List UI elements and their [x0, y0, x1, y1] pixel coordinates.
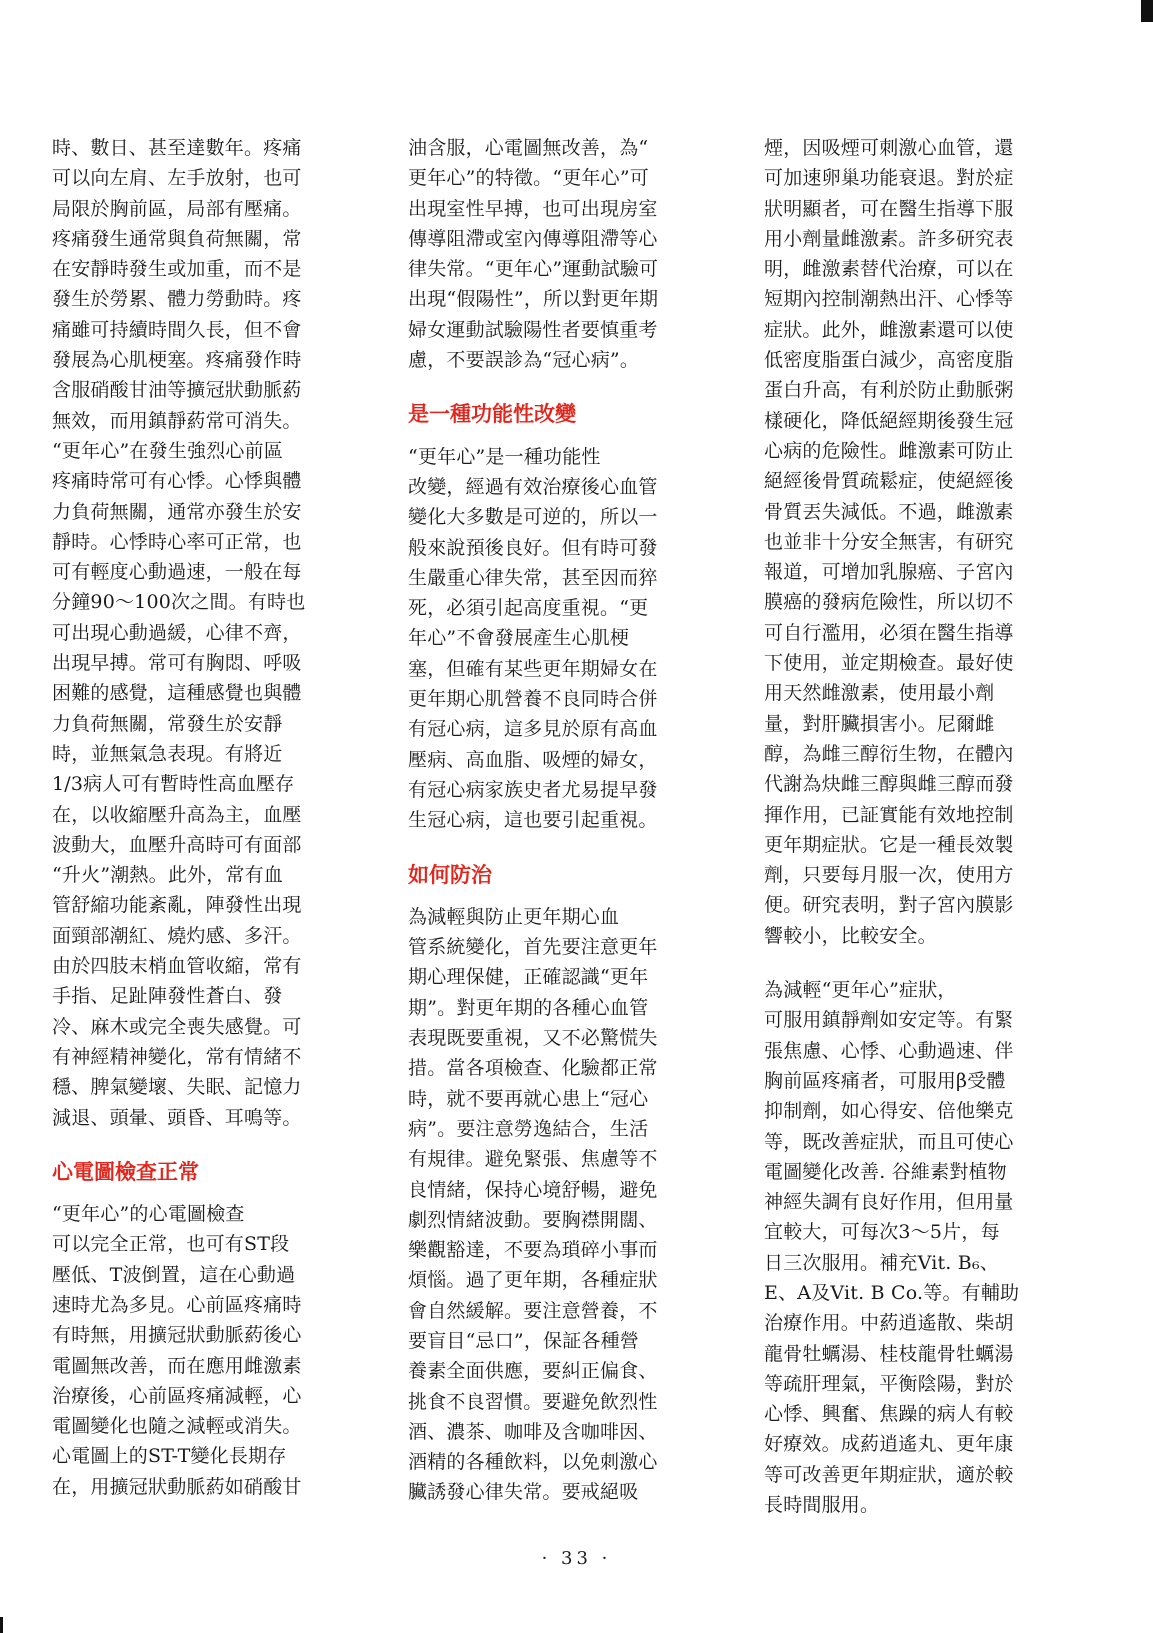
column-1-section-text — [52, 1199, 322, 1502]
text-line: 會自然緩解。要注意營養，不 — [408, 1299, 658, 1322]
text-line: 年心”不會發展產生心肌梗 — [408, 627, 630, 650]
text-line: 疼痛發生通常與負荷無關，常 — [52, 227, 302, 250]
text-line: 狀明顯者，可在醫生指導下服 — [764, 197, 1014, 220]
text-line: 減退、頭暈、頭昏、耳鳴等。 — [52, 1106, 302, 1129]
text-line: 心悸、興奮、焦躁的病人有較 — [764, 1403, 1014, 1426]
text-line: E、A及Vit. B Co.等。有輔助 — [764, 1281, 1020, 1304]
text-line: 管舒縮功能紊亂，陣發性出現 — [52, 894, 302, 917]
text-line: 生嚴重心律失常，甚至因而猝 — [408, 566, 658, 589]
text-line: 靜時。心悸時心率可正常，也 — [52, 530, 302, 553]
text-line: 為減輕與防止更年期心血 — [408, 905, 620, 928]
column-3-treatment-text — [764, 975, 1044, 1520]
text-line: 般來說預後良好。但有時可發 — [408, 536, 658, 559]
scan-corner-mark-bottom — [0, 1617, 3, 1633]
text-line: 電圖無改善，而在應用雌激素 — [52, 1354, 302, 1377]
text-line: 代謝為炔雌三醇與雌三醇而發 — [764, 773, 1014, 796]
column-2-prevention-text — [408, 902, 678, 1508]
text-line: 1/3病人可有暫時性高血壓存 — [52, 773, 295, 796]
column-1 — [52, 133, 322, 1502]
text-line: 婦女運動試驗陽性者要慎重考 — [408, 318, 658, 341]
text-line: 煙，因吸煙可刺激心血管，還 — [764, 137, 1014, 159]
text-line: 心電圖上的ST-T變化長期存 — [52, 1445, 287, 1468]
text-line: “更年心”是一種功能性 — [408, 445, 601, 468]
text-line: 低密度脂蛋白減少，高密度脂 — [764, 349, 1014, 372]
text-line: 膜癌的發病危險性，所以切不 — [764, 591, 1014, 614]
text-line: 壓病、高血脂、吸煙的婦女， — [408, 748, 658, 771]
text-line: 揮作用，已証實能有效地控制 — [764, 803, 1014, 826]
text-line: 用天然雌激素，使用最小劑 — [764, 682, 995, 705]
text-line: 良情緒，保持心境舒暢，避免 — [408, 1178, 658, 1201]
text-line: 出現“假陽性”，所以對更年期 — [408, 288, 659, 311]
section-heading-functional-change: 是一種功能性改變 — [408, 402, 576, 427]
text-line: 短期內控制潮熱出汗、心悸等 — [764, 288, 1014, 311]
text-line: 電圖變化改善. 谷維素對植物 — [764, 1160, 1007, 1183]
text-line: 有神經精神變化，常有情緒不 — [52, 1045, 302, 1068]
scan-corner-mark — [1141, 0, 1153, 22]
text-line: 明，雌激素替代治療，可以在 — [764, 258, 1014, 281]
text-line: 酒精的各種飲料，以免刺激心 — [408, 1451, 658, 1474]
text-line: 長時間服用。 — [764, 1494, 880, 1517]
text-line: 慮，不要誤診為“冠心病”。 — [408, 349, 640, 372]
column-1-paragraphs — [52, 133, 322, 1133]
text-line: 電圖變化也隨之減輕或消失。 — [52, 1415, 302, 1438]
text-line: 可有輕度心動過速，一般在每 — [52, 561, 302, 584]
text-line: 力負荷無關，通常亦發生於安 — [52, 500, 302, 523]
text-line: 便。研究表明，對子宮內膜影 — [764, 894, 1014, 917]
text-line: 生冠心病，這也要引起重視。 — [408, 809, 658, 832]
text-line: 力負荷無關，常發生於安靜 — [52, 712, 283, 735]
text-line: 樣硬化，降低絕經期後發生冠 — [764, 409, 1014, 432]
text-line: 報道，可增加乳腺癌、子宮內 — [764, 561, 1014, 584]
text-line: 劑，只要每月服一次，使用方 — [764, 864, 1014, 887]
text-line: 速時尤為多見。心前區疼痛時 — [52, 1293, 302, 1316]
text-line: 冷、麻木或完全喪失感覺。可 — [52, 1015, 302, 1038]
section-heading-ecg: 心電圖檢查正常 — [52, 1159, 199, 1184]
text-line: 養素全面供應，要糾正偏食、 — [408, 1360, 658, 1383]
text-line: 等可改善更年期症狀，適於較 — [764, 1463, 1014, 1486]
text-line: 劇烈情緒波動。要胸襟開闊、 — [408, 1208, 658, 1231]
text-line: 更年期症狀。它是一種長效製 — [764, 833, 1014, 856]
column-2-paragraphs — [408, 133, 678, 375]
text-line: 酒、濃茶、咖啡及含咖啡因、 — [408, 1420, 658, 1443]
text-line: 傳導阻滯或室內傳導阻滯等心 — [408, 227, 658, 250]
text-line: 變化大多數是可逆的，所以一 — [408, 506, 658, 529]
text-line: 發生於勞累、體力勞動時。疼 — [52, 288, 302, 311]
text-line: 律失常。“更年心”運動試驗可 — [408, 258, 659, 281]
text-line: 好療效。成葯逍遙丸、更年康 — [764, 1433, 1014, 1456]
text-line: 在安靜時發生或加重，而不是 — [52, 258, 302, 281]
text-line: 治療作用。中葯逍遙散、柴胡 — [764, 1312, 1014, 1335]
text-line: 心病的危險性。雌激素可防止 — [764, 439, 1014, 462]
text-line: 可加速卵巢功能衰退。對於症 — [764, 167, 1014, 190]
text-line: 有冠心病家族史者尤易提早發 — [408, 778, 658, 801]
text-line: 在，以收縮壓升高為主，血壓 — [52, 803, 302, 826]
text-line: 也並非十分安全無害，有研究 — [764, 530, 1014, 553]
text-line: 有時無，用擴冠狀動脈葯後心 — [52, 1324, 302, 1347]
text-line: 期心理保健，正確認識“更年 — [408, 966, 649, 989]
text-line: 發展為心肌梗塞。疼痛發作時 — [52, 349, 302, 372]
text-line: 用小劑量雌激素。許多研究表 — [764, 227, 1014, 250]
text-line: 骨質丟失減低。不過，雌激素 — [764, 500, 1014, 523]
text-line: 蛋白升高，有利於防止動脈粥 — [764, 379, 1014, 402]
text-line: 治療後，心前區疼痛減輕，心 — [52, 1384, 302, 1407]
text-line: 抑制劑，如心得安、倍他樂克 — [764, 1100, 1014, 1123]
text-line: 要盲目“忌口”，保証各種營 — [408, 1329, 640, 1352]
text-line: 面頸部潮紅、燒灼感、多汗。 — [52, 924, 302, 947]
text-line: 含服硝酸甘油等擴冠狀動脈葯 — [52, 379, 302, 402]
column-2-section-text — [408, 442, 678, 836]
text-line: “更年心”在發生強烈心前區 — [52, 439, 284, 462]
text-line: 可自行濫用，必須在醫生指導 — [764, 621, 1014, 644]
text-line: 出現早搏。常可有胸悶、呼吸 — [52, 652, 302, 675]
text-line: 煩惱。過了更年期，各種症狀 — [408, 1269, 658, 1292]
text-line: 時、數日、甚至達數年。疼痛 — [52, 137, 302, 159]
text-line: 出現室性早搏，也可出現房室 — [408, 197, 658, 220]
text-line: 塞，但確有某些更年期婦女在 — [408, 657, 658, 680]
text-line: 可出現心動過緩，心律不齊， — [52, 621, 302, 644]
text-line: 穩、脾氣變壞、失眠、記憶力 — [52, 1076, 302, 1099]
text-line: “更年心”的心電圖檢查 — [52, 1203, 245, 1226]
text-line: 等，既改善症狀，而且可使心 — [764, 1130, 1014, 1153]
text-line: 在，用擴冠狀動脈葯如硝酸甘 — [52, 1475, 302, 1498]
text-line: 神經失調有良好作用，但用量 — [764, 1191, 1014, 1214]
text-line: 措。當各項檢查、化驗都正常 — [408, 1057, 658, 1080]
text-line: 病”。要注意勞逸結合，生活 — [408, 1117, 649, 1140]
text-line: 張焦慮、心悸、心動過速、伴 — [764, 1039, 1014, 1062]
text-line: 痛雖可持續時間久長，但不會 — [52, 318, 302, 341]
text-line: 油含服，心電圖無改善，為“ — [408, 137, 649, 159]
text-line: 可以向左肩、左手放射，也可 — [52, 167, 302, 190]
text-line: “升火”潮熱。此外，常有血 — [52, 864, 284, 887]
text-line: 響較小，比較安全。 — [764, 924, 937, 947]
column-3-paragraphs — [764, 133, 1044, 951]
text-line: 無效，而用鎮靜葯常可消失。 — [52, 409, 302, 432]
text-line: 壓低、T波倒置，這在心動過 — [52, 1263, 296, 1286]
text-line: 樂觀豁達，不要為瑣碎小事而 — [408, 1239, 658, 1262]
text-line: 日三次服用。補充Vit. B₆、 — [764, 1251, 999, 1274]
text-line: 龍骨牡蠣湯、桂枝龍骨牡蠣湯 — [764, 1342, 1014, 1365]
text-line: 更年期心肌營養不良同時合併 — [408, 688, 658, 711]
text-line: 有冠心病，這多見於原有高血 — [408, 718, 658, 741]
text-line: 臟誘發心律失常。要戒絕吸 — [408, 1481, 639, 1504]
text-line: 時，並無氣急表現。有將近 — [52, 742, 283, 765]
text-line: 由於四肢末梢血管收縮，常有 — [52, 955, 302, 978]
text-line: 疼痛時常可有心悸。心悸與體 — [52, 470, 302, 493]
column-2 — [408, 133, 678, 1508]
text-line: 下使用，並定期檢查。最好使 — [764, 652, 1014, 675]
text-line: 醇，為雌三醇衍生物，在體內 — [764, 742, 1014, 765]
text-line: 困難的感覺，這種感覺也與體 — [52, 682, 302, 705]
text-line: 波動大，血壓升高時可有面部 — [52, 833, 302, 856]
text-line: 改變，經過有效治療後心血管 — [408, 475, 658, 498]
text-line: 管系統變化，首先要注意更年 — [408, 936, 658, 959]
page-number: · 33 · — [541, 1548, 612, 1569]
text-line: 為減輕“更年心”症狀， — [764, 979, 957, 1002]
text-line: 時，就不要再就心患上“冠心 — [408, 1087, 649, 1110]
text-line: 可服用鎮靜劑如安定等。有緊 — [764, 1009, 1014, 1032]
section-heading-prevention: 如何防治 — [408, 862, 492, 887]
text-line: 分鐘90～100次之間。有時也 — [52, 591, 306, 614]
text-line: 手指、足趾陣發性蒼白、發 — [52, 985, 283, 1008]
text-line: 期”。對更年期的各種心血管 — [408, 996, 649, 1019]
text-line: 挑食不良習慣。要避免飲烈性 — [408, 1390, 658, 1413]
text-line: 絕經後骨質疏鬆症，使絕經後 — [764, 470, 1014, 493]
text-line: 更年心”的特徵。“更年心”可 — [408, 167, 649, 190]
text-line: 死，必須引起高度重視。“更 — [408, 597, 649, 620]
column-3 — [764, 133, 1044, 1520]
text-line: 局限於胸前區，局部有壓痛。 — [52, 197, 302, 220]
text-line: 量，對肝臟損害小。尼爾雌 — [764, 712, 995, 735]
text-line: 胸前區疼痛者，可服用β受體 — [764, 1069, 1006, 1092]
text-line: 可以完全正常，也可有ST段 — [52, 1233, 290, 1256]
text-line: 表現既要重視，又不必驚慌失 — [408, 1027, 658, 1050]
text-line: 等疏肝理氣，平衡陰陽，對於 — [764, 1372, 1014, 1395]
text-line: 宜較大，可每次3～5片，每 — [764, 1221, 1000, 1244]
text-line: 症狀。此外，雌激素還可以使 — [764, 318, 1014, 341]
text-line: 有規律。避免緊張、焦慮等不 — [408, 1148, 658, 1171]
